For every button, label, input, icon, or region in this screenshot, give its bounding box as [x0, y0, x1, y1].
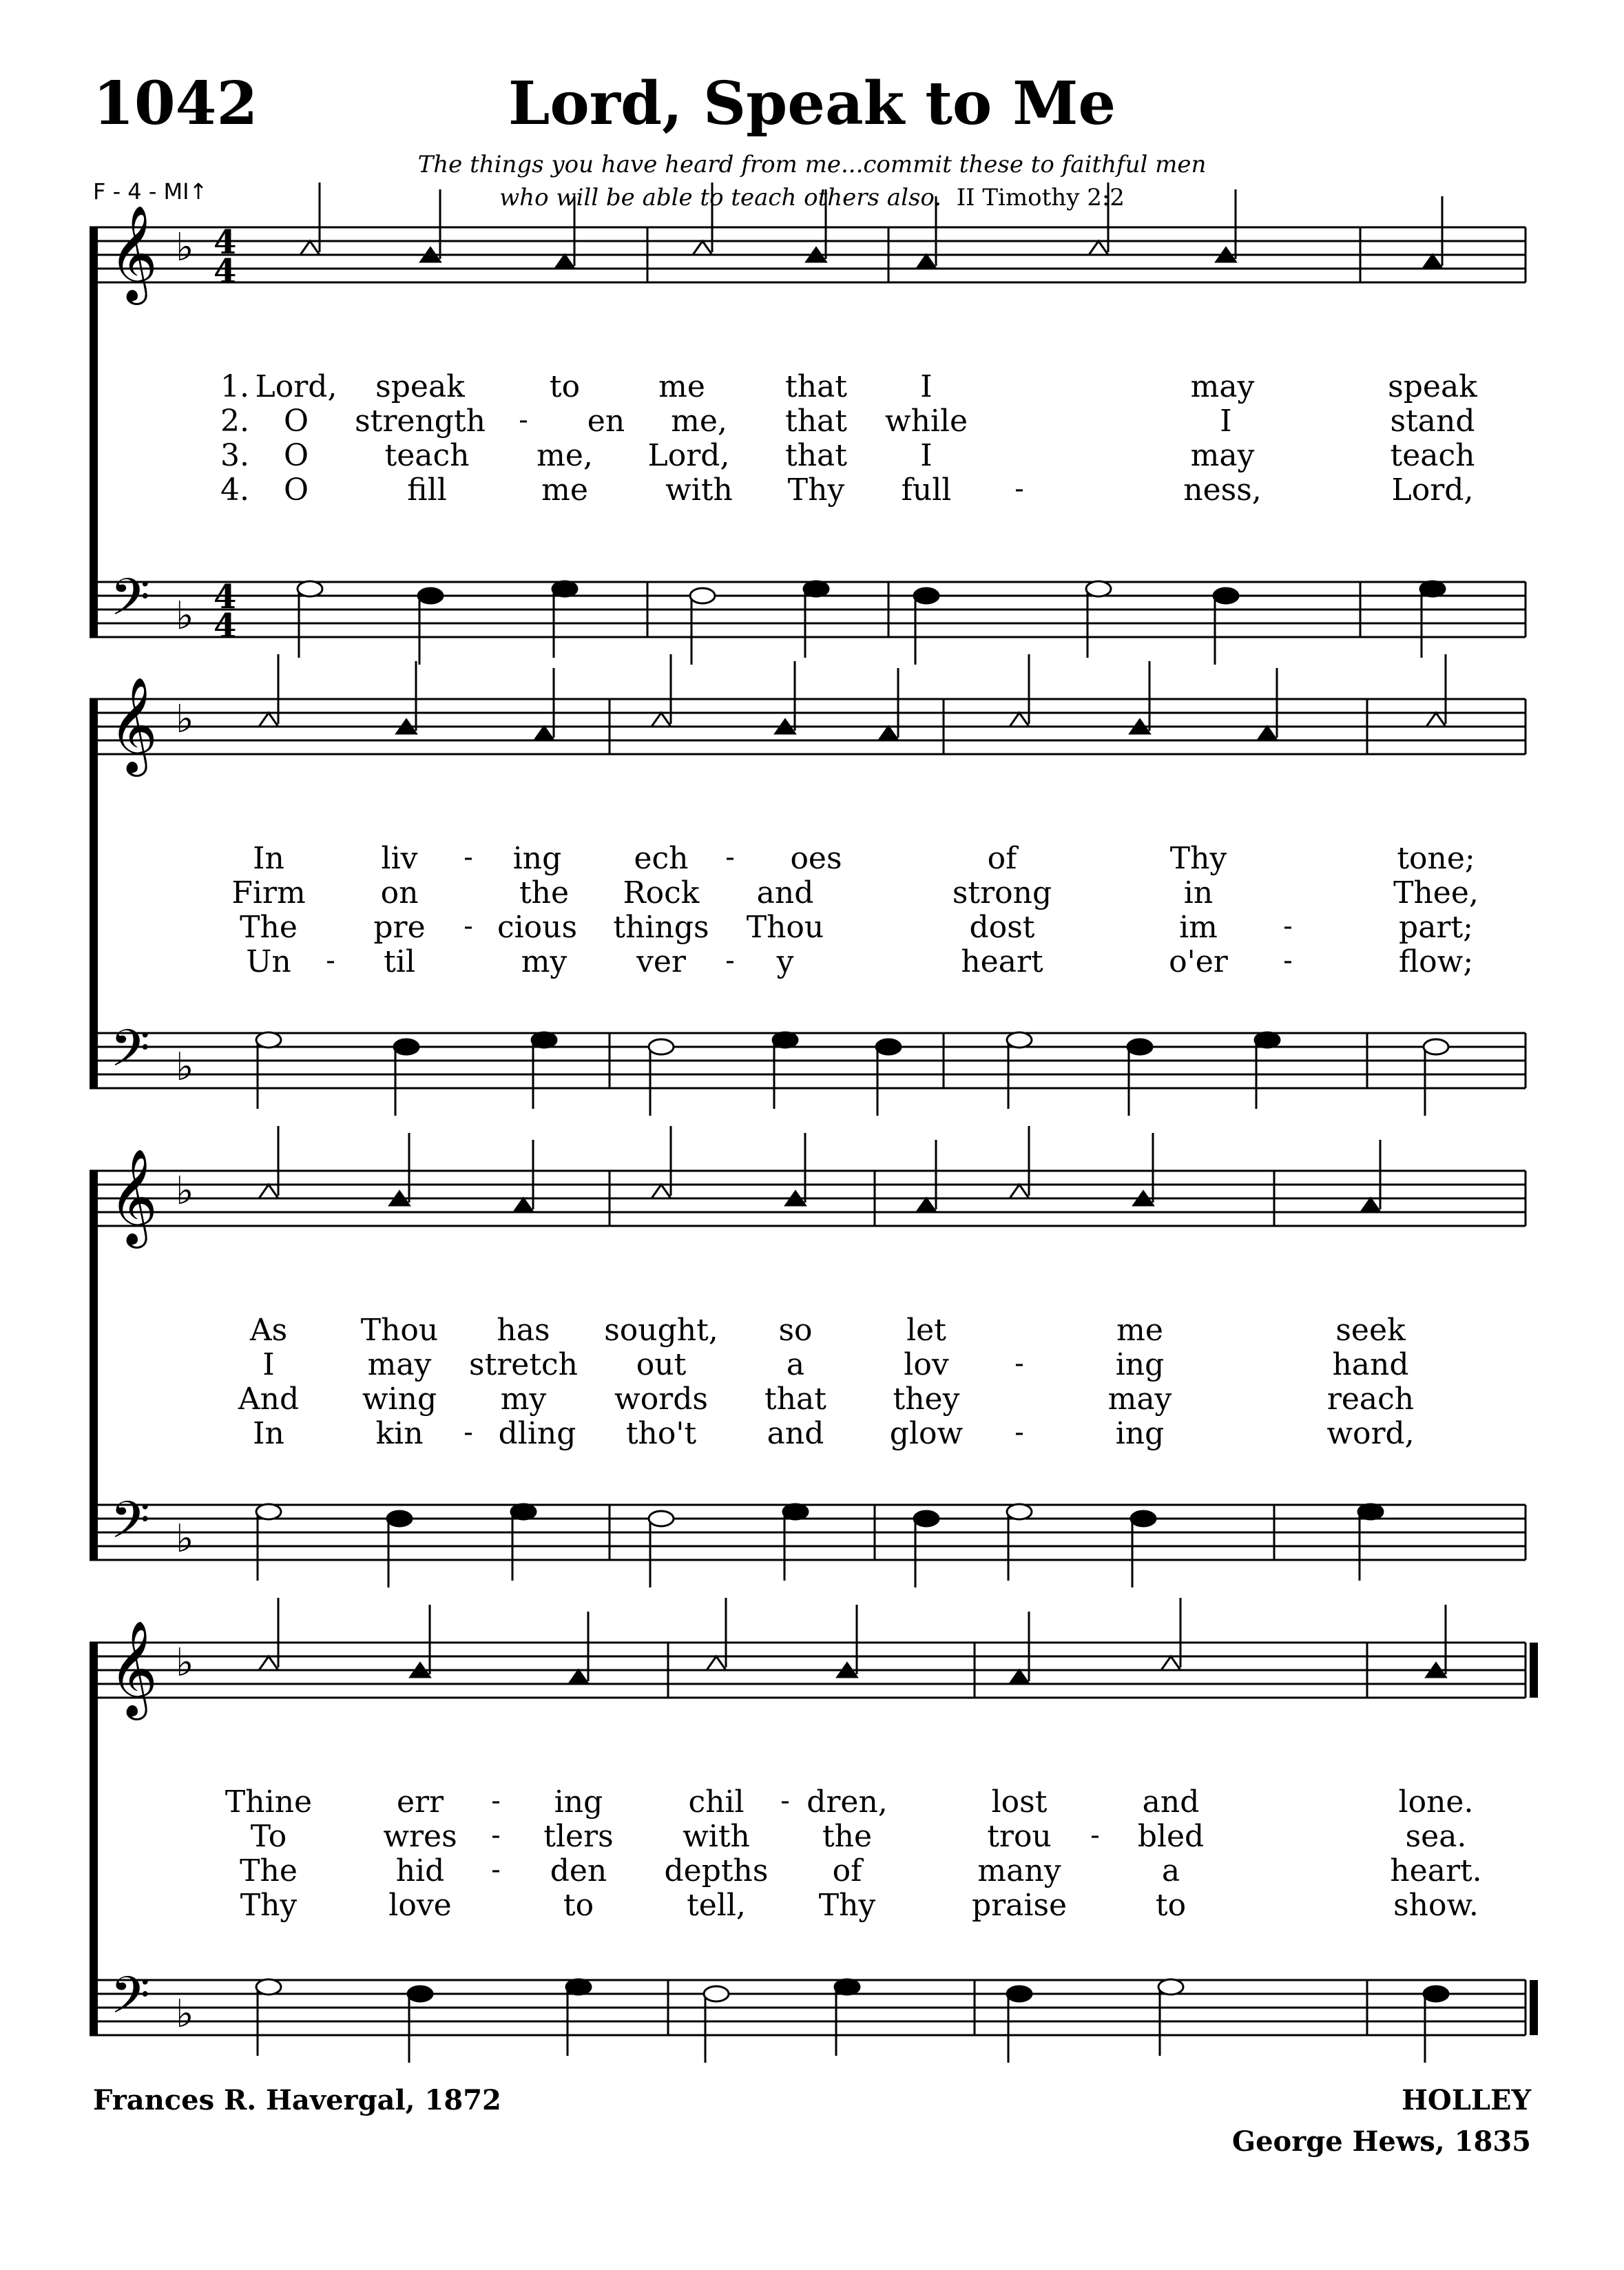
- flat-key-signature-icon: ♭: [176, 1641, 194, 1685]
- lyric-syllable: As: [249, 1313, 288, 1348]
- bass-note-head: [876, 1039, 901, 1054]
- lyric-syllable: im: [1179, 910, 1218, 945]
- lyric-hyphen: -: [491, 1785, 501, 1817]
- bass-note-head: [552, 581, 577, 596]
- lyric-syllable: a: [1161, 1853, 1180, 1888]
- bass-note-head: [298, 581, 322, 596]
- bass-clef-icon: 𝄢: [110, 568, 150, 640]
- bass-note-head: [1086, 581, 1111, 596]
- flat-key-signature-icon: ♭: [176, 1169, 194, 1214]
- treble-note-head: [652, 713, 671, 727]
- lyric-syllable: stretch: [469, 1347, 578, 1382]
- bass-note-head: [256, 1504, 281, 1519]
- lyric-syllable: y: [776, 944, 794, 979]
- lyric-hyphen: -: [1014, 473, 1024, 505]
- lyric-syllable: tell,: [687, 1888, 746, 1923]
- lyric-syllable: my: [500, 1382, 547, 1417]
- stanza-number: 2.: [220, 404, 249, 439]
- lyric-syllable: wres: [383, 1819, 457, 1854]
- lyric-syllable: ver: [636, 944, 686, 979]
- lyric-syllable: and: [1142, 1784, 1200, 1820]
- system-bracket: [90, 1643, 98, 2035]
- lyric-syllable: the: [822, 1819, 873, 1854]
- lyric-syllable: tho't: [625, 1416, 697, 1451]
- lyric-syllable: speak: [1388, 369, 1477, 404]
- lyric-syllable: The: [240, 910, 298, 945]
- lyric-syllable: In: [253, 841, 284, 876]
- bass-note-head: [914, 588, 939, 603]
- lyric-syllable: Firm: [231, 875, 306, 910]
- lyric-syllable: kin: [375, 1416, 424, 1451]
- bass-note-head: [256, 1979, 281, 1995]
- treble-note-head: [652, 1185, 671, 1198]
- lyric-syllable: may: [367, 1347, 432, 1382]
- bass-note-head: [387, 1511, 412, 1526]
- lyric-syllable: Thou: [360, 1313, 439, 1348]
- lyric-syllable: that: [764, 1382, 826, 1417]
- final-barline: [1530, 1980, 1538, 2035]
- lyric-syllable: stand: [1390, 404, 1475, 439]
- lyric-hyphen: -: [491, 1820, 501, 1851]
- lyric-syllable: chil: [688, 1784, 745, 1820]
- lyric-syllable: Rock: [623, 875, 700, 910]
- flat-key-signature-icon: ♭: [176, 697, 194, 742]
- lyric-syllable: Thy: [1169, 841, 1227, 876]
- treble-note-head: [259, 1185, 278, 1198]
- bass-note-head: [649, 1039, 674, 1054]
- treble-note-head: [1010, 713, 1029, 727]
- lyric-syllable: so: [778, 1313, 813, 1348]
- lyric-hyphen: -: [725, 842, 735, 873]
- bass-note-head: [690, 588, 715, 603]
- treble-note-head: [1161, 1656, 1180, 1670]
- lyric-syllable: me: [658, 369, 705, 404]
- lyric-syllable: while: [884, 404, 968, 439]
- lyric-hyphen: -: [326, 945, 335, 977]
- lyric-syllable: with: [665, 472, 733, 508]
- treble-note-head: [693, 241, 712, 255]
- lyric-syllable: to: [549, 369, 581, 404]
- lyric-syllable: may: [1107, 1382, 1172, 1417]
- bass-note-head: [1007, 1032, 1032, 1048]
- lyric-hyphen: -: [1283, 910, 1293, 942]
- treble-note-head: [1010, 1670, 1029, 1684]
- time-signature-bottom: 4: [214, 252, 237, 291]
- lyric-syllable: dling: [498, 1416, 576, 1451]
- lyric-syllable: of: [832, 1853, 862, 1888]
- author-credit: Frances R. Havergal, 1872: [93, 2084, 501, 2116]
- lyric-syllable: Thy: [240, 1888, 298, 1923]
- lyric-syllable: heart: [961, 944, 1043, 979]
- bass-note-head: [1007, 1504, 1032, 1519]
- treble-note-head: [1423, 255, 1442, 269]
- lyric-syllable: O: [283, 404, 309, 439]
- lyric-syllable: lost: [991, 1784, 1048, 1820]
- lyric-syllable: full: [901, 472, 952, 508]
- system-bracket: [90, 699, 98, 1088]
- bass-note-head: [773, 1032, 798, 1048]
- time-signature-top: 4: [214, 578, 237, 616]
- treble-note-head: [569, 1670, 588, 1684]
- lyric-syllable: and: [767, 1416, 824, 1451]
- lyric-syllable: tone;: [1397, 841, 1475, 876]
- lyric-syllable: Lord,: [647, 438, 730, 473]
- lyric-syllable: has: [497, 1313, 550, 1348]
- lyric-syllable: ing: [1115, 1416, 1165, 1451]
- lyric-syllable: may: [1190, 369, 1255, 404]
- flat-key-signature-icon: ♭: [176, 1045, 194, 1090]
- treble-note-head: [1426, 713, 1446, 727]
- lyric-syllable: seek: [1335, 1313, 1406, 1348]
- treble-clef-icon: 𝄞: [109, 205, 158, 301]
- bass-note-head: [783, 1504, 808, 1519]
- lyric-syllable: teach: [1390, 438, 1475, 473]
- lyric-syllable: word,: [1326, 1416, 1415, 1451]
- treble-note-head: [534, 727, 554, 740]
- stanza-number: 1.: [220, 369, 249, 404]
- lyric-syllable: bled: [1137, 1819, 1205, 1854]
- lyric-syllable: me,: [671, 404, 727, 439]
- lyric-syllable: strength: [355, 404, 486, 439]
- lyric-syllable: ing: [1115, 1347, 1165, 1382]
- treble-note-head: [1258, 727, 1277, 740]
- lyric-hyphen: -: [1283, 945, 1293, 977]
- epigraph-text: who will be able to teach others also.: [499, 184, 942, 211]
- bass-note-head: [1424, 1986, 1448, 2001]
- lyric-syllable: In: [253, 1416, 284, 1451]
- treble-note-head: [300, 241, 320, 255]
- lyric-syllable: And: [238, 1382, 300, 1417]
- treble-note-head: [1361, 1198, 1380, 1212]
- bass-note-head: [566, 1979, 591, 1995]
- lyric-syllable: and: [756, 875, 814, 910]
- lyric-syllable: ing: [512, 841, 562, 876]
- lyric-syllable: err: [396, 1784, 444, 1820]
- lyric-hyphen: -: [780, 1785, 790, 1817]
- bass-note-head: [1214, 588, 1238, 603]
- treble-clef-icon: 𝄞: [109, 1621, 158, 1716]
- lyric-syllable: to: [1155, 1888, 1187, 1923]
- bass-note-head: [1255, 1032, 1280, 1048]
- flat-key-signature-icon: ♭: [176, 1992, 194, 2037]
- lyric-syllable: reach: [1326, 1382, 1415, 1417]
- lyric-hyphen: -: [1090, 1820, 1100, 1851]
- lyric-syllable: they: [893, 1382, 960, 1417]
- lyric-syllable: flow;: [1398, 944, 1474, 979]
- hymn-number: 1042: [93, 69, 258, 138]
- treble-note-head: [259, 713, 278, 727]
- bass-note-head: [1424, 1039, 1448, 1054]
- lyric-syllable: ing: [554, 1784, 603, 1820]
- lyric-syllable: to: [563, 1888, 594, 1923]
- bass-note-head: [835, 1979, 860, 1995]
- lyric-syllable: speak: [375, 369, 465, 404]
- bass-note-head: [1131, 1511, 1156, 1526]
- bass-note-head: [1358, 1504, 1383, 1519]
- lyric-syllable: many: [977, 1853, 1061, 1888]
- lyric-syllable: Lord,: [1391, 472, 1474, 508]
- flat-key-signature-icon: ♭: [176, 1517, 194, 1561]
- lyric-syllable: Thine: [225, 1784, 313, 1820]
- bass-note-head: [704, 1986, 729, 2001]
- bass-note-head: [394, 1039, 419, 1054]
- system-bracket: [90, 227, 98, 637]
- flat-key-signature-icon: ♭: [176, 594, 194, 638]
- time-signature-top: 4: [214, 223, 237, 262]
- lyric-syllable: love: [388, 1888, 452, 1923]
- hymn-title: Lord, Speak to Me: [508, 69, 1116, 138]
- bass-clef-icon: 𝄢: [110, 1019, 150, 1091]
- lyric-syllable: o'er: [1169, 944, 1228, 979]
- lyric-syllable: depths: [664, 1853, 769, 1888]
- lyric-syllable: dren,: [806, 1784, 888, 1820]
- lyric-syllable: I: [262, 1347, 275, 1382]
- lyric-syllable: on: [380, 875, 419, 910]
- treble-note-head: [879, 727, 898, 740]
- lyric-syllable: en: [587, 404, 625, 439]
- lyric-syllable: oes: [790, 841, 842, 876]
- lyric-syllable: tlers: [543, 1819, 614, 1854]
- lyric-syllable: with: [683, 1819, 750, 1854]
- lyric-hyphen: -: [464, 842, 473, 873]
- lyric-syllable: may: [1190, 438, 1255, 473]
- epigraph-line-1: The things you have heard from me...commit these to faithful men: [417, 151, 1207, 178]
- lyric-syllable: me: [1116, 1313, 1163, 1348]
- bass-note-head: [1158, 1979, 1183, 1995]
- lyric-syllable: heart.: [1390, 1853, 1482, 1888]
- bass-clef-icon: 𝄢: [110, 1966, 150, 2038]
- treble-note-head: [917, 1198, 936, 1212]
- lyric-hyphen: -: [464, 910, 473, 942]
- bass-note-head: [511, 1504, 536, 1519]
- bass-note-head: [1420, 581, 1445, 596]
- bass-note-head: [1127, 1039, 1152, 1054]
- lyric-syllable: that: [785, 404, 847, 439]
- lyric-hyphen: -: [491, 1854, 501, 1886]
- lyric-syllable: den: [550, 1853, 607, 1888]
- system-bracket: [90, 1171, 98, 1560]
- treble-clef-icon: 𝄞: [109, 1149, 158, 1245]
- lyric-syllable: ech: [634, 841, 689, 876]
- lyric-hyphen: -: [1014, 1417, 1024, 1448]
- bass-note-head: [256, 1032, 281, 1048]
- lyric-hyphen: -: [464, 1417, 473, 1448]
- lyric-syllable: glow: [889, 1416, 964, 1451]
- lyric-syllable: Un: [246, 944, 291, 979]
- bass-clef-icon: 𝄢: [110, 1490, 150, 1563]
- lyric-syllable: praise: [971, 1888, 1068, 1923]
- lyric-syllable: in: [1183, 875, 1214, 910]
- lyric-syllable: me: [541, 472, 588, 508]
- lyric-syllable: strong: [952, 875, 1052, 910]
- lyric-hyphen: -: [519, 404, 528, 436]
- lyric-syllable: show.: [1393, 1888, 1479, 1923]
- lyric-syllable: teach: [384, 438, 470, 473]
- lyric-syllable: til: [384, 944, 415, 979]
- lyric-syllable: fill: [407, 472, 447, 508]
- composer-credit: George Hews, 1835: [1231, 2125, 1531, 2158]
- lyric-syllable: lone.: [1398, 1784, 1474, 1820]
- lyric-syllable: Thee,: [1393, 875, 1479, 910]
- treble-note-head: [707, 1656, 726, 1670]
- lyric-syllable: I: [920, 438, 933, 473]
- bass-note-head: [532, 1032, 556, 1048]
- lyric-syllable: liv: [381, 841, 418, 876]
- lyric-syllable: Thy: [787, 472, 845, 508]
- lyric-syllable: my: [521, 944, 568, 979]
- bass-note-head: [804, 581, 829, 596]
- lyric-syllable: hid: [395, 1853, 445, 1888]
- stanza-number: 4.: [220, 472, 249, 508]
- lyric-syllable: out: [636, 1347, 687, 1382]
- treble-note-head: [514, 1198, 533, 1212]
- lyric-syllable: trou: [987, 1819, 1052, 1854]
- lyric-syllable: cious: [497, 910, 578, 945]
- lyric-syllable: of: [987, 841, 1017, 876]
- lyric-syllable: that: [785, 438, 847, 473]
- lyric-syllable: a: [786, 1347, 805, 1382]
- lyric-syllable: the: [519, 875, 570, 910]
- lyric-syllable: let: [906, 1313, 946, 1348]
- lyric-syllable: O: [283, 438, 309, 473]
- lyric-syllable: that: [785, 369, 847, 404]
- lyric-syllable: sea.: [1405, 1819, 1467, 1854]
- lyric-syllable: dost: [969, 910, 1035, 945]
- scripture-reference: II Timothy 2:2: [956, 184, 1125, 211]
- lyric-syllable: pre: [373, 910, 426, 945]
- final-barline: [1530, 1643, 1538, 1698]
- stanza-number: 3.: [220, 438, 249, 473]
- lyric-syllable: The: [240, 1853, 298, 1888]
- lyric-hyphen: -: [1014, 1348, 1024, 1379]
- lyric-syllable: sought,: [604, 1313, 718, 1348]
- time-signature-bottom: 4: [214, 607, 237, 645]
- lyric-syllable: hand: [1332, 1347, 1409, 1382]
- lyric-syllable: ness,: [1183, 472, 1262, 508]
- bass-note-head: [1007, 1986, 1032, 2001]
- lyric-syllable: I: [1220, 404, 1232, 439]
- bass-note-head: [649, 1511, 674, 1526]
- tune-name: HOLLEY: [1402, 2084, 1531, 2116]
- bass-note-head: [914, 1511, 939, 1526]
- bass-note-head: [408, 1986, 433, 2001]
- lyric-syllable: wing: [362, 1382, 437, 1417]
- lyric-syllable: To: [250, 1819, 287, 1854]
- lyric-syllable: part;: [1399, 910, 1473, 945]
- lyric-syllable: O: [283, 472, 309, 508]
- treble-note-head: [917, 255, 936, 269]
- treble-clef-icon: 𝄞: [109, 677, 158, 773]
- flat-key-signature-icon: ♭: [176, 225, 194, 270]
- lyric-syllable: Lord,: [255, 369, 337, 404]
- treble-note-head: [1089, 241, 1108, 255]
- lyric-syllable: lov: [904, 1347, 949, 1382]
- lyric-syllable: me,: [537, 438, 593, 473]
- lyric-syllable: words: [614, 1382, 708, 1417]
- bass-note-head: [418, 588, 443, 603]
- lyric-syllable: things: [613, 910, 709, 945]
- treble-note-head: [555, 255, 574, 269]
- treble-note-head: [259, 1656, 278, 1670]
- lyric-hyphen: -: [725, 945, 735, 977]
- treble-note-head: [1010, 1185, 1029, 1198]
- lyric-syllable: I: [920, 369, 933, 404]
- lyric-syllable: Thy: [818, 1888, 876, 1923]
- key-info: F - 4 - MI↑: [93, 178, 208, 205]
- lyric-syllable: Thou: [746, 910, 824, 945]
